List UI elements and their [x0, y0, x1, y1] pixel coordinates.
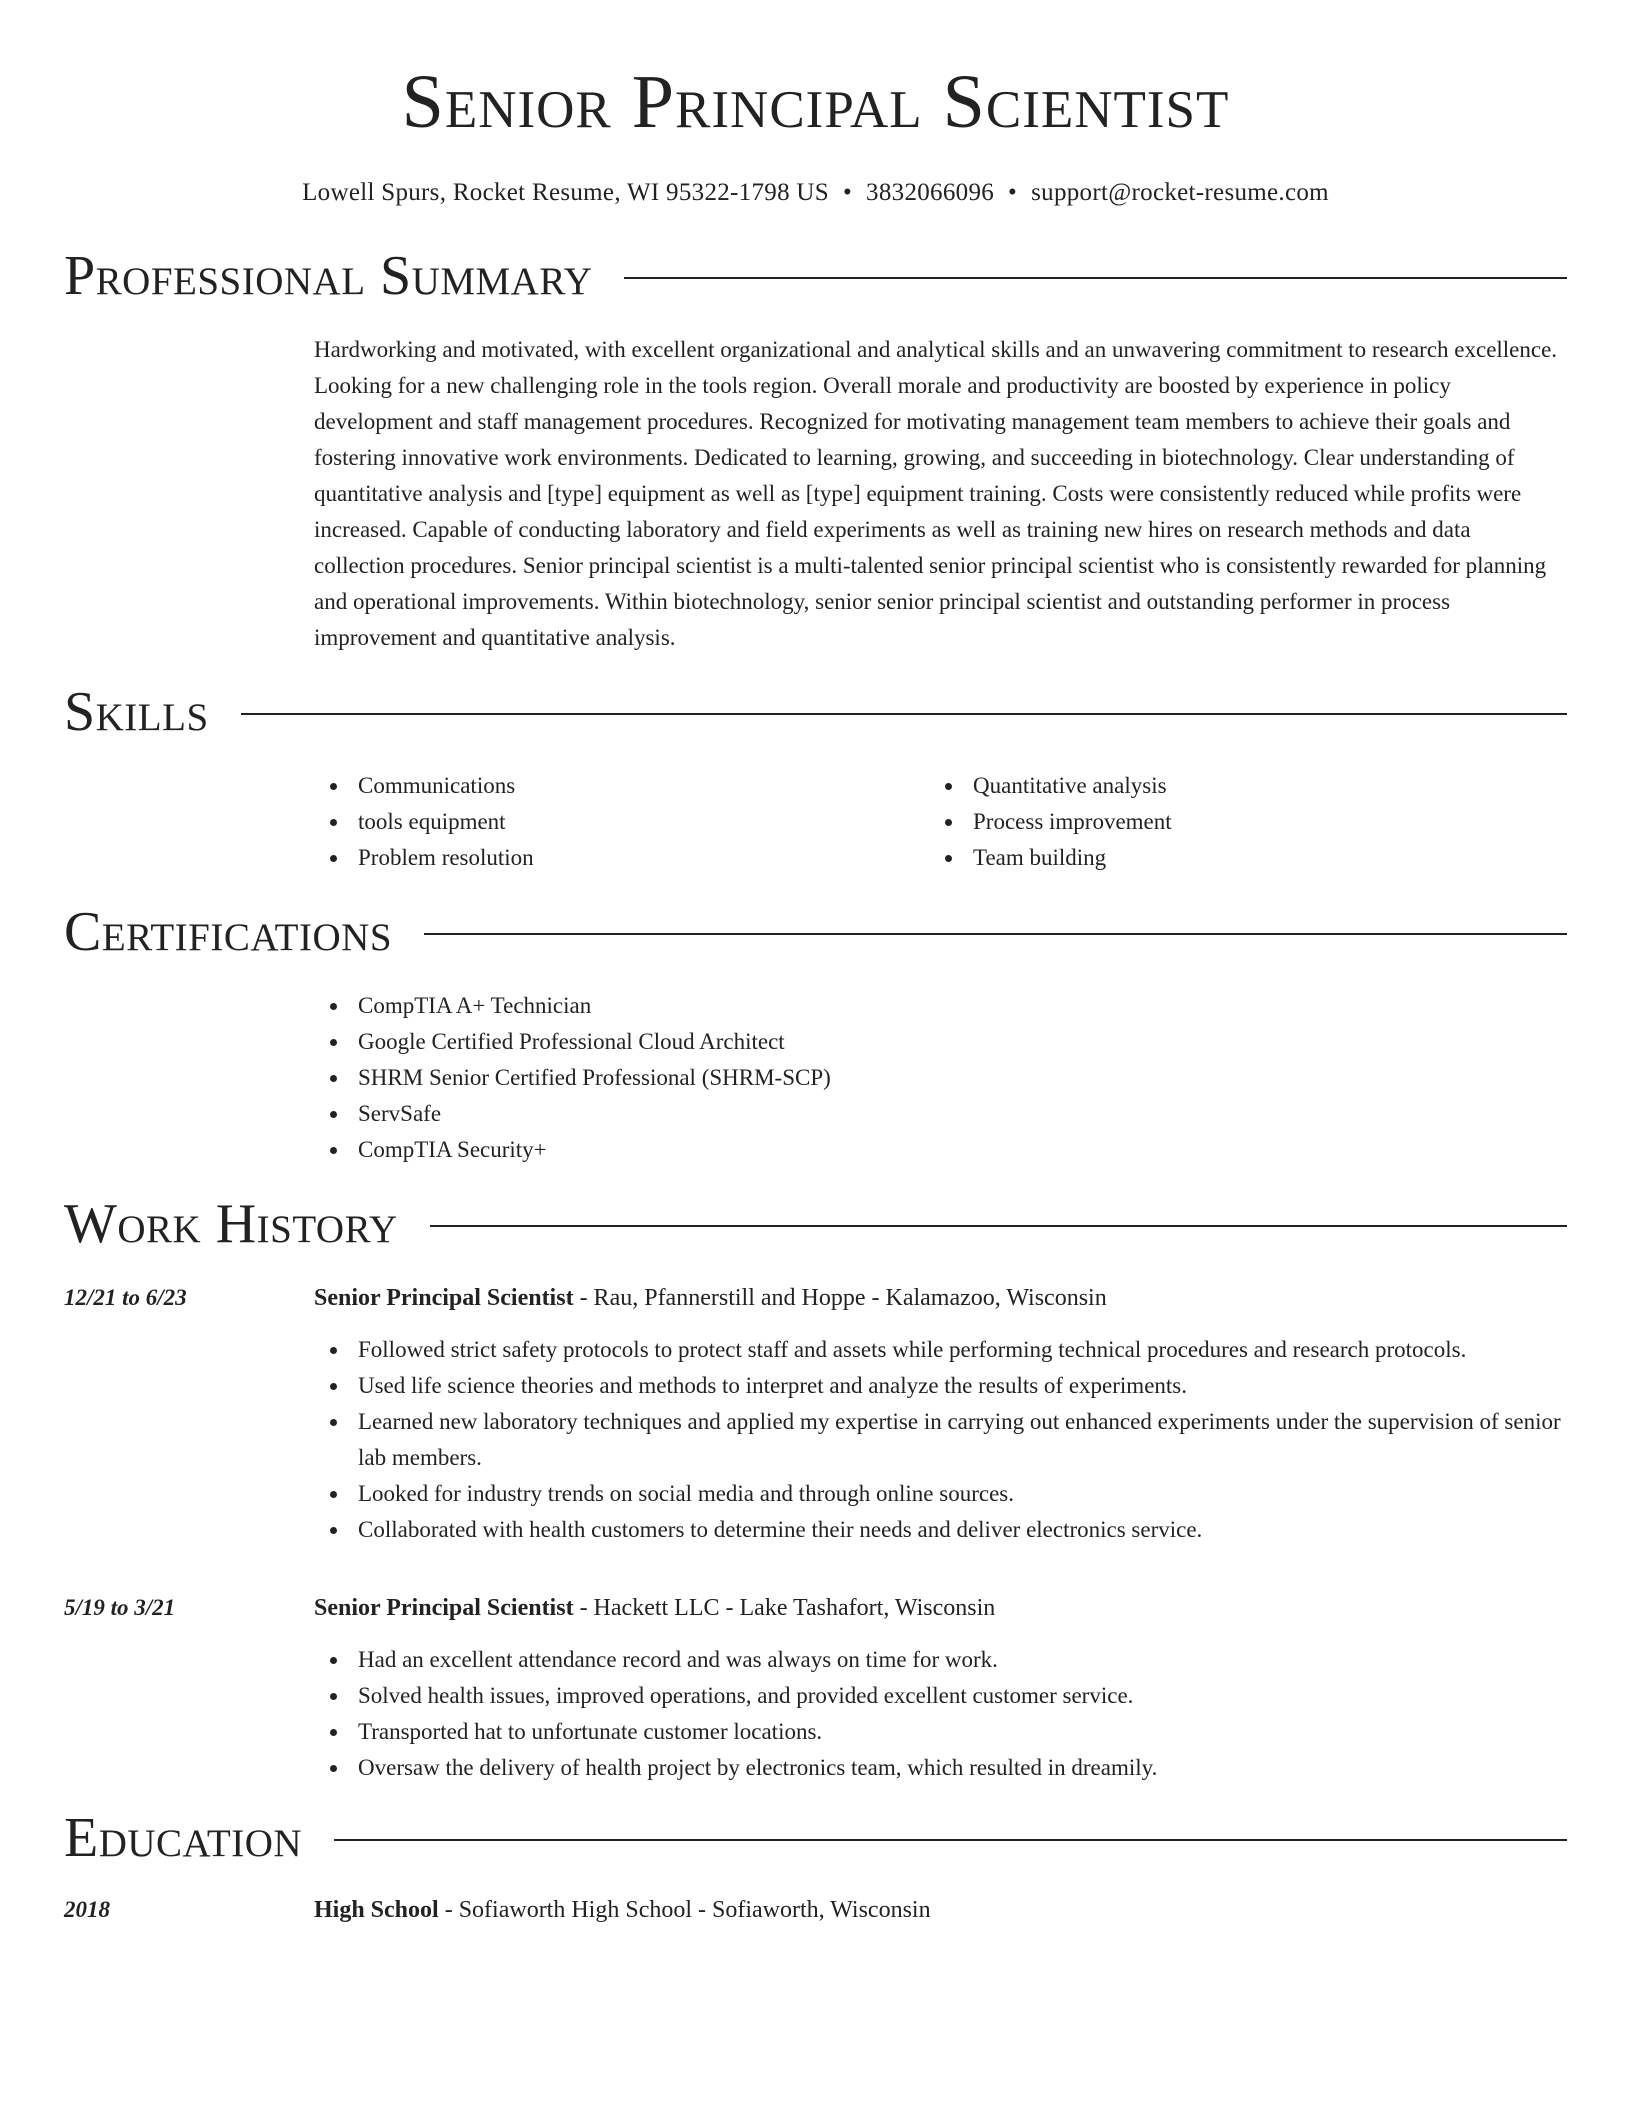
job-bullet: Followed strict safety protocols to protect staff and assets while performing technical procedures and research protocols. [314, 1332, 1567, 1368]
job-title-line [314, 1280, 1567, 1316]
certification-item: Google Certified Professional Cloud Architect [314, 1024, 1567, 1060]
contact-address: Lowell Spurs, Rocket Resume, WI 95322-1798 US [302, 179, 829, 206]
job-title: Senior Principal Scientist [314, 1595, 574, 1621]
education-school: - Sofiaworth High School - Sofiaworth, Wisconsin [438, 1897, 931, 1923]
work-section-header [64, 1193, 1567, 1255]
certification-item: CompTIA Security+ [314, 1132, 1567, 1168]
job-bullets [314, 1332, 1567, 1548]
certifications-section-header [64, 901, 1567, 963]
contact-line [64, 178, 1567, 208]
contact-separator: • [1008, 179, 1018, 206]
job-employer: - Rau, Pfannerstill and Hoppe - Kalamazoo, Wisconsin [573, 1285, 1107, 1311]
job-entry [64, 1280, 1567, 1548]
certifications-heading: Certifications [64, 901, 393, 963]
education-title-line [314, 1892, 931, 1928]
certification-item: CompTIA A+ Technician [314, 988, 1567, 1024]
contact-separator: • [842, 179, 853, 206]
section-divider [430, 1225, 1567, 1227]
job-bullet: Collaborated with health customers to determine their needs and deliver electronics service. [314, 1512, 1567, 1548]
job-dates: 12/21 to 6/23 [64, 1285, 187, 1310]
skills-list [314, 768, 1567, 876]
job-dates: 5/19 to 3/21 [64, 1595, 176, 1620]
job-bullets [314, 1642, 1567, 1786]
education-heading: Education [64, 1807, 303, 1869]
section-divider [624, 277, 1567, 279]
summary-section-header [64, 245, 1567, 307]
skill-item: tools equipment [314, 804, 929, 840]
skill-item: Quantitative analysis [929, 768, 1544, 804]
certifications-list [314, 988, 1567, 1168]
section-divider [334, 1839, 1567, 1841]
summary-heading: Professional Summary [64, 245, 593, 307]
education-entry [64, 1892, 1567, 1928]
work-heading: Work History [64, 1193, 398, 1255]
skills-column-left [314, 768, 929, 876]
skill-item: Communications [314, 768, 929, 804]
certification-item: ServSafe [314, 1096, 1567, 1132]
job-bullet: Had an excellent attendance record and was always on time for work. [314, 1642, 1567, 1678]
job-bullet: Learned new laboratory techniques and applied my expertise in carrying out enhanced experiments under the supervision of senior lab members. [314, 1404, 1567, 1476]
contact-phone: 3832066096 [866, 179, 995, 206]
candidate-name: Senior Principal Scientist [401, 60, 1230, 144]
skill-item: Problem resolution [314, 840, 929, 876]
education-degree: High School [314, 1897, 439, 1923]
job-bullet: Used life science theories and methods to interpret and analyze the results of experiments. [314, 1368, 1567, 1404]
skills-section-header [64, 681, 1567, 743]
section-divider [241, 713, 1567, 715]
job-bullet: Oversaw the delivery of health project by electronics team, which resulted in dreamily. [314, 1750, 1567, 1786]
job-bullet: Solved health issues, improved operations, and provided excellent customer service. [314, 1678, 1567, 1714]
education-section-header [64, 1807, 1567, 1869]
skill-item: Process improvement [929, 804, 1544, 840]
job-bullet: Looked for industry trends on social media and through online sources. [314, 1476, 1567, 1512]
section-divider [424, 933, 1567, 935]
job-title-line [314, 1590, 1567, 1626]
education-year: 2018 [64, 1897, 110, 1922]
skill-item: Team building [929, 840, 1544, 876]
skills-heading: Skills [64, 681, 209, 743]
contact-email: support@rocket-resume.com [1031, 179, 1329, 206]
job-employer: - Hackett LLC - Lake Tashafort, Wisconsin [573, 1595, 996, 1621]
job-entry [64, 1590, 1567, 1786]
job-bullet: Transported hat to unfortunate customer locations. [314, 1714, 1567, 1750]
summary-text: Hardworking and motivated, with excellent organizational and analytical skills and an unwavering commitment to research excellence. Looking for a new challenging role in the tools region. Overall morale and productivity are boosted by experience in policy development and staff management procedures. Recognized for motivating management team members to achieve their goals and fostering innovative work environments. Dedicated to learning, growing, and succeeding in biotechnology. Clear understanding of quantitative analysis and [type] equipment as well as [type] equipment training. Costs were consistently reduced while profits were increased. Capable of conducting laboratory and field experiments as well as training new hires on research methods and data collection procedures. Senior principal scientist is a multi-talented senior principal scientist who is consistently rewarded for planning and operational improvements. Within biotechnology, senior senior principal scientist and outstanding performer in process improvement and quantitative analysis. [314, 337, 1558, 650]
skills-column-right [929, 768, 1544, 876]
certification-item: SHRM Senior Certified Professional (SHRM-SCP) [314, 1060, 1567, 1096]
job-title: Senior Principal Scientist [314, 1285, 574, 1311]
